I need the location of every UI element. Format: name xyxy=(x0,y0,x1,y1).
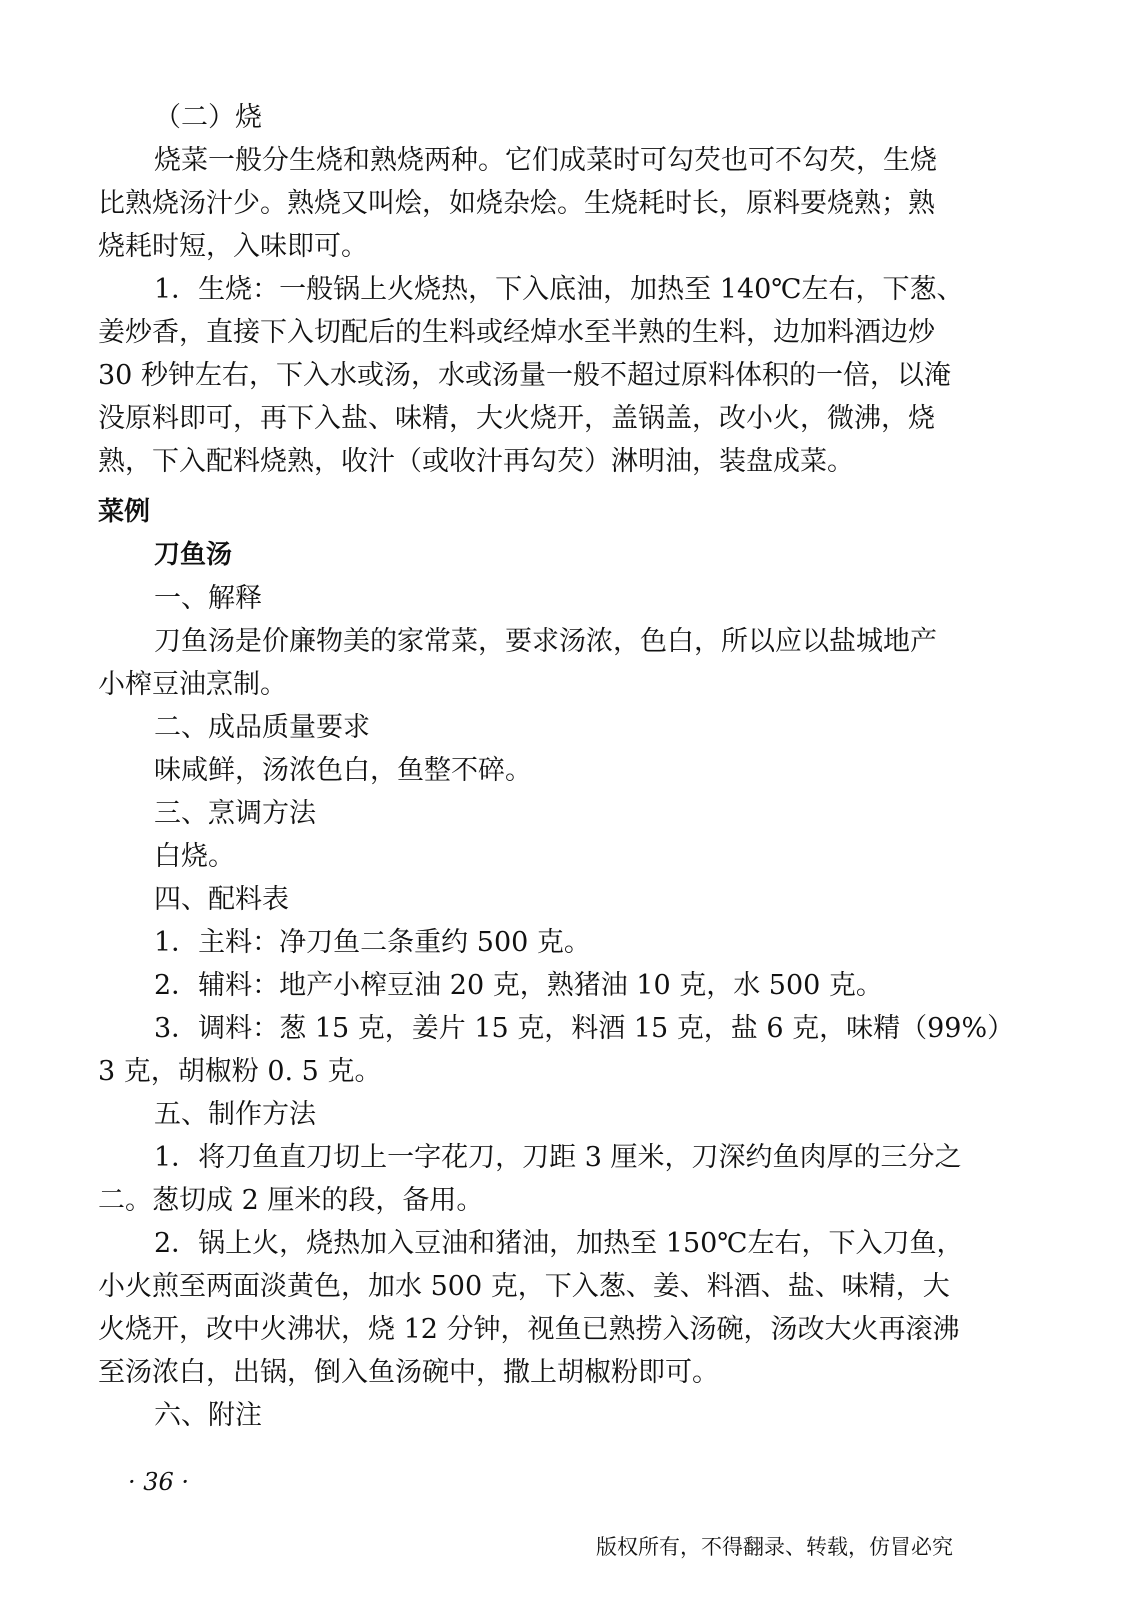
s4-item-2: 2．辅料：地产小榨豆油 20 克，熟猪油 10 克，水 500 克。 xyxy=(154,970,883,1001)
s5-step-2-line-3: 火烧开，改中火沸状，烧 12 分钟，视鱼已熟捞入汤碗，汤改大火再滚沸 xyxy=(98,1314,960,1345)
s5-step-2-line-1: 2．锅上火，烧热加入豆油和猪油，加热至 150℃左右，下入刀鱼， xyxy=(154,1228,964,1259)
section-heading: （二）烧 xyxy=(154,102,262,133)
copyright-footer: 版权所有，不得翻录、转载，仿冒必究 xyxy=(596,1535,953,1559)
method-line-3: 30 秒钟左右，下入水或汤，水或汤量一般不超过原料体积的一倍，以淹 xyxy=(98,360,951,391)
method-line-1: 1．生烧：一般锅上火烧热，下入底油，加热至 140℃左右，下葱、 xyxy=(154,274,964,305)
body-text xyxy=(98,96,1018,1437)
s6-title: 六、附注 xyxy=(154,1400,262,1431)
s5-step-2-line-2: 小火煎至两面淡黄色，加水 500 克，下入葱、姜、料酒、盐、味精，大 xyxy=(98,1271,950,1302)
s1-line-2: 小榨豆油烹制。 xyxy=(98,669,287,700)
s2-title: 二、成品质量要求 xyxy=(154,712,370,743)
intro-line-3: 烧耗时短，入味即可。 xyxy=(98,231,368,262)
recipe-title: 刀鱼汤 xyxy=(154,540,233,570)
s5-step-1-line-2: 二。葱切成 2 厘米的段，备用。 xyxy=(98,1185,484,1216)
s3-title: 三、烹调方法 xyxy=(154,798,316,829)
s5-step-2-line-4: 至汤浓白，出锅，倒入鱼汤碗中，撒上胡椒粉即可。 xyxy=(98,1357,719,1388)
page-number: · 36 · xyxy=(128,1468,190,1496)
s1-title: 一、解释 xyxy=(154,583,262,614)
intro-line-2: 比熟烧汤汁少。熟烧又叫烩，如烧杂烩。生烧耗时长，原料要烧熟；熟 xyxy=(98,188,935,219)
s5-step-1-line-1: 1．将刀鱼直刀切上一字花刀，刀距 3 厘米，刀深约鱼肉厚的三分之 xyxy=(154,1142,962,1173)
s3-text: 白烧。 xyxy=(154,841,235,872)
s4-title: 四、配料表 xyxy=(154,884,289,915)
s4-item-1: 1．主料：净刀鱼二条重约 500 克。 xyxy=(154,927,591,958)
recipe-label: 菜例 xyxy=(98,497,151,527)
method-line-5: 熟，下入配料烧熟，收汁（或收汁再勾芡）淋明油，装盘成菜。 xyxy=(98,446,854,477)
method-line-4: 没原料即可，再下入盐、味精，大火烧开，盖锅盖，改小火，微沸，烧 xyxy=(98,403,935,434)
s2-text: 味咸鲜，汤浓色白，鱼整不碎。 xyxy=(154,755,532,786)
s4-item-3-line-2: 3 克，胡椒粉 0. 5 克。 xyxy=(98,1056,382,1087)
s5-title: 五、制作方法 xyxy=(154,1099,316,1130)
intro-line-1: 烧菜一般分生烧和熟烧两种。它们成菜时可勾芡也可不勾芡，生烧 xyxy=(154,145,937,176)
method-line-2: 姜炒香，直接下入切配后的生料或经焯水至半熟的生料，边加料酒边炒 xyxy=(98,317,935,348)
s1-line-1: 刀鱼汤是价廉物美的家常菜，要求汤浓，色白，所以应以盐城地产 xyxy=(154,626,937,657)
s4-item-3-line-1: 3．调料：葱 15 克，姜片 15 克，料酒 15 克，盐 6 克，味精（99%） xyxy=(154,1013,1015,1044)
